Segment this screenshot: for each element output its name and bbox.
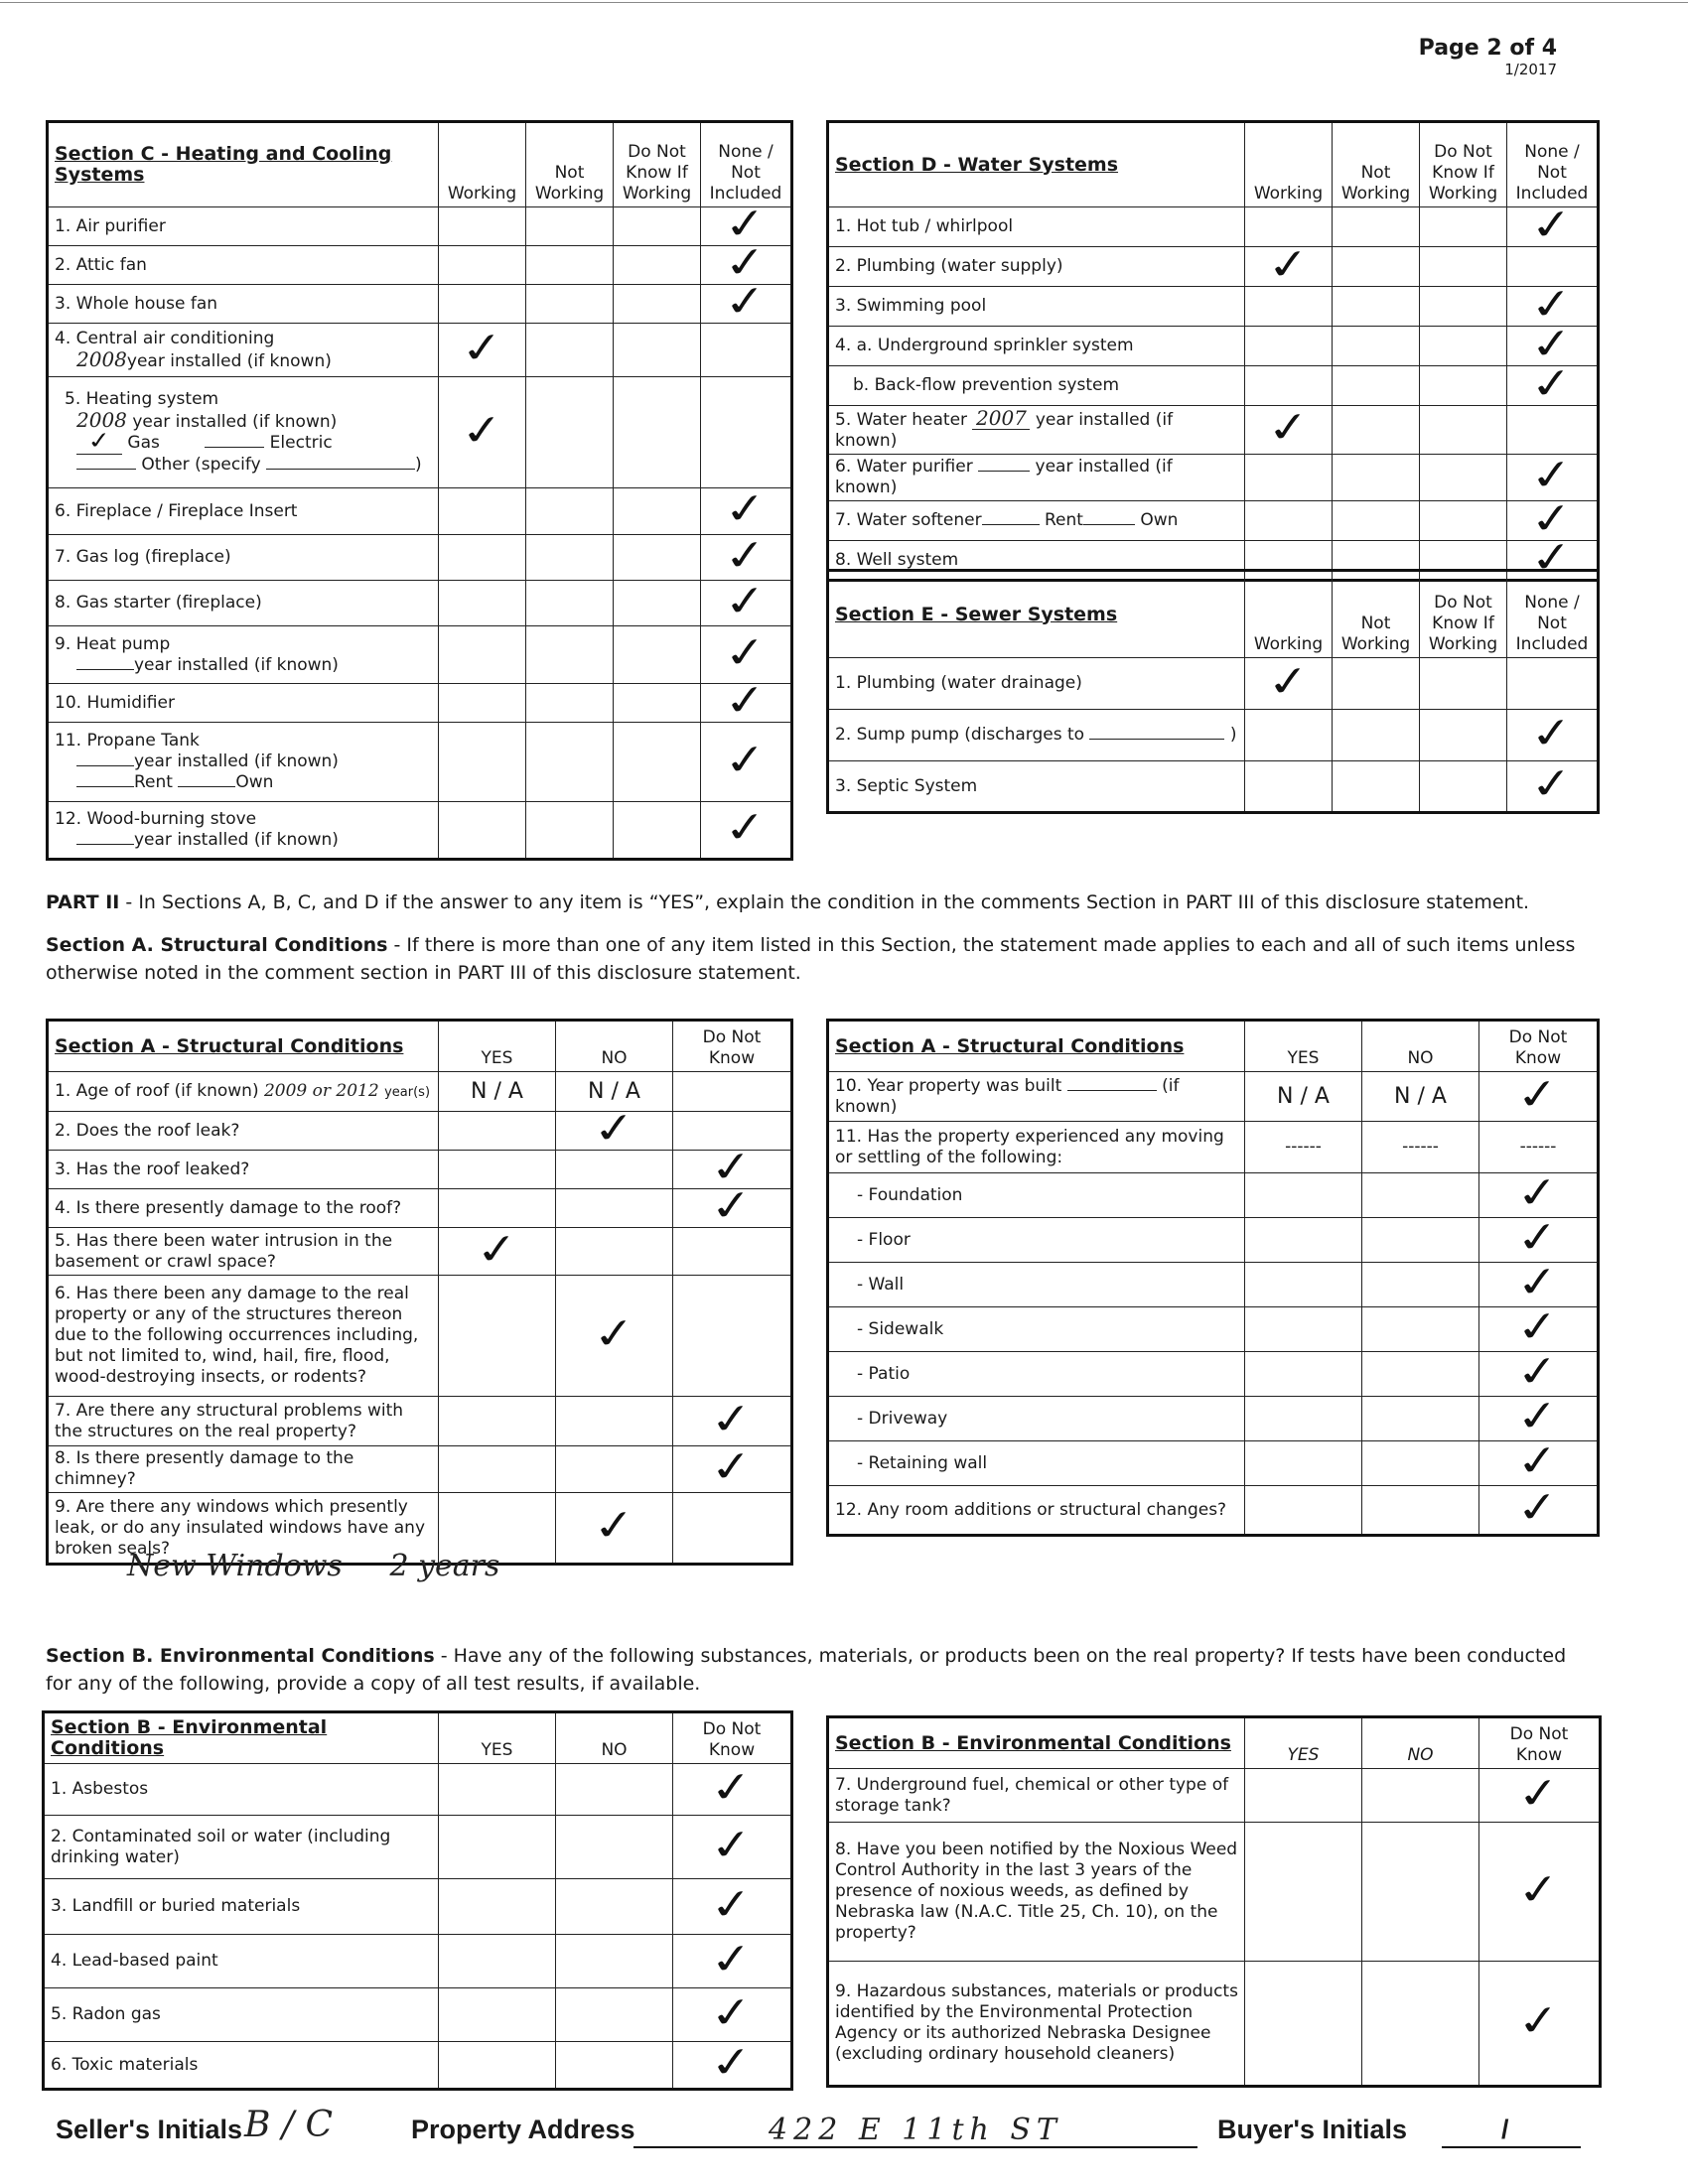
row-label: 1. Plumbing (water drainage) <box>828 658 1245 710</box>
row-sub: year installed (if known) <box>835 457 1173 497</box>
row-label: 8. Have you been notified by the Noxious Weed Control Authority in the last 3 years of the presence of noxious weeds, as defined by Nebraska law (N.A.C. Title 25, Ch. 10), on the property? <box>828 1823 1245 1962</box>
row-label: 2. Attic fan <box>48 246 439 285</box>
check-mark: ✓ <box>1513 1391 1563 1442</box>
table-row <box>48 285 792 324</box>
row-sub: year installed (if known) <box>134 830 339 850</box>
option-gas: Gas <box>127 433 160 453</box>
section-b-label: Section B. Environmental Conditions <box>46 1645 435 1667</box>
row-label: 11. Propane Tank <box>55 731 200 751</box>
table-row <box>48 1276 792 1397</box>
table-row <box>828 1441 1599 1486</box>
table-row: 5. Heating system 2008 year installed (if known) ✓ Gas Electric Other (specify ) ✓ <box>48 377 792 488</box>
seller-initials-label: Seller's Initials <box>56 2115 243 2144</box>
table-row <box>828 287 1599 327</box>
section-b-title: Section B - Environmental Conditions <box>828 1717 1245 1769</box>
cell-dash: ------ <box>1362 1122 1479 1173</box>
check-mark: ✓ <box>1513 1482 1563 1534</box>
row-label: 2. Plumbing (water supply) <box>828 247 1245 287</box>
row-unit: year(s) <box>384 1084 431 1100</box>
row-label: 3. Landfill or buried materials <box>44 1879 439 1935</box>
check-mark: ✓ <box>589 1307 639 1360</box>
table-row <box>44 1816 792 1879</box>
row-label: 6. Water purifier <box>835 457 973 477</box>
table-row <box>44 1764 792 1816</box>
row-label: 1. Hot tub / whirlpool <box>828 207 1245 247</box>
cell-dash: ------ <box>1479 1122 1599 1173</box>
buyer-initials-separator: / <box>1501 2115 1509 2144</box>
section-e-table <box>826 569 1600 814</box>
check-mark: ✓ <box>1527 532 1577 584</box>
row-label: - Retaining wall <box>857 1452 988 1473</box>
table-row <box>828 1769 1601 1823</box>
table-row <box>828 207 1599 247</box>
table-row <box>828 501 1599 541</box>
table-row <box>48 802 792 860</box>
row-label: 2. Sump pump (discharges to <box>835 725 1085 745</box>
section-a-text: - If there is more than one of any item listed in this Section, the statement made applies to each and all of such items unless otherwise noted in the comment section in PART III of this disclosure statement. <box>46 934 1576 984</box>
check-mark: ✓ <box>1513 1301 1563 1353</box>
section-b-right-table <box>826 1715 1602 2088</box>
option-rent: Rent <box>1044 510 1083 530</box>
table-row <box>828 1962 1601 2087</box>
check-mark: ✓ <box>707 1819 757 1871</box>
property-address-line[interactable] <box>633 2113 1197 2148</box>
option-own: Own <box>1140 510 1179 530</box>
option-own: Own <box>235 772 274 792</box>
check-mark: ✓ <box>721 675 771 727</box>
part-ii-intro <box>46 888 1595 916</box>
row-label: 10. Year property was built <box>835 1075 1062 1096</box>
check-mark: ✓ <box>721 734 771 786</box>
option-electric: Electric <box>269 433 333 453</box>
table-row <box>48 1446 792 1493</box>
check-mark: ✓ <box>707 1180 757 1232</box>
section-b-text: - Have any of the following substances, materials, or products been on the real property? If tests have been conducted for any of the following, provide a copy of all test results, if available. <box>46 1645 1567 1695</box>
row-label: 4. a. Underground sprinkler system <box>828 327 1245 366</box>
col-not-working: Not Working <box>1333 122 1420 207</box>
table-row: 2. Sump pump (discharges to ) ✓ <box>828 710 1599 761</box>
table-row <box>828 1072 1599 1122</box>
table-row <box>48 488 792 535</box>
row-label: 8. Gas starter (fireplace) <box>48 581 439 626</box>
buyer-initials-label: Buyer's Initials <box>1217 2115 1407 2144</box>
check-mark: ✓ <box>1527 758 1577 810</box>
section-a-intro <box>46 931 1595 987</box>
handwritten-year: 2008 <box>76 408 127 432</box>
table-row <box>48 723 792 802</box>
col-no: NO <box>1362 1021 1479 1072</box>
row-label: - Foundation <box>857 1184 963 1205</box>
row-label: - Floor <box>857 1229 911 1250</box>
col-none: None / Not Included <box>1507 122 1599 207</box>
row-label: 5. Has there been water intrusion in the basement or crawl space? <box>48 1228 439 1276</box>
check-mark: ✓ <box>1527 318 1577 370</box>
table-row <box>828 1263 1599 1307</box>
col-dnk: Do Not Know If Working <box>614 122 701 207</box>
check-mark: ✓ <box>589 1103 639 1155</box>
table-row <box>828 327 1599 366</box>
col-working: Working <box>1245 571 1333 658</box>
row-label: 10. Humidifier <box>48 684 439 723</box>
handwritten-year: 2007 <box>972 408 1030 430</box>
check-mark: ✓ <box>721 276 771 328</box>
section-a-left-table <box>46 1019 793 1566</box>
check-mark: ✓ <box>707 1393 757 1445</box>
check-mark: ✓ <box>1263 402 1314 454</box>
col-yes: YES <box>439 1021 556 1072</box>
table-row <box>48 626 792 684</box>
check-mark: ✓ <box>1263 238 1314 291</box>
cell-na: N / A <box>1245 1072 1362 1122</box>
table-row <box>48 684 792 723</box>
table-row <box>48 581 792 626</box>
table-row <box>828 761 1599 813</box>
check-mark: ✓ <box>721 237 771 289</box>
col-yes: YES <box>439 1712 556 1764</box>
table-row <box>828 406 1599 455</box>
check-mark: ✓ <box>457 322 507 374</box>
cell-na: N / A <box>1362 1072 1479 1122</box>
table-row <box>48 1397 792 1446</box>
check-mark: ✓ <box>721 529 771 582</box>
check-mark: ✓ <box>1514 1767 1564 1820</box>
check-mark: ✓ <box>1513 1212 1563 1264</box>
row-label: 4. Is there presently damage to the roof? <box>48 1189 439 1228</box>
table-row <box>48 1151 792 1189</box>
row-sub: year installed (if known) <box>126 350 332 371</box>
table-row <box>48 324 792 377</box>
row-label: 2. Does the roof leak? <box>48 1112 439 1151</box>
row-label: b. Back-flow prevention system <box>853 375 1120 395</box>
table-row <box>828 1122 1599 1173</box>
row-label: - Patio <box>857 1363 911 1384</box>
row-label: 9. Are there any windows which presently leak, or do any insulated windows have any broken seals? <box>48 1493 439 1565</box>
col-working: Working <box>1245 122 1333 207</box>
section-b-title: Section B - Environmental Conditions <box>44 1712 439 1764</box>
col-none: None / Not Included <box>1507 571 1599 658</box>
row-label: 4. Central air conditioning <box>55 328 275 348</box>
col-yes: YES <box>1245 1021 1362 1072</box>
table-row <box>828 366 1599 406</box>
table-row <box>48 207 792 246</box>
table-row <box>828 1218 1599 1263</box>
check-mark: ✓ <box>1527 492 1577 545</box>
check-mark: ✓ <box>1513 1167 1563 1219</box>
cell-dash: ------ <box>1245 1122 1362 1173</box>
row-label: 5. Heating system <box>65 389 219 409</box>
row-label: 7. Gas log (fireplace) <box>48 535 439 581</box>
handwritten-note: New Windows 2 years <box>127 1549 500 1583</box>
table-row <box>828 1352 1599 1397</box>
page-label: Page 2 of 4 <box>1418 36 1557 61</box>
col-not-working: Not Working <box>526 122 614 207</box>
seller-initials-value[interactable]: B / C <box>244 2105 334 2145</box>
col-no: NO <box>1362 1717 1479 1769</box>
row-sub: year installed (if known) <box>134 751 339 771</box>
check-mark: ✓ <box>472 1223 522 1276</box>
row-label: 1. Age of roof (if known) <box>55 1080 259 1101</box>
section-c-title: Section C - Heating and Cooling Systems <box>48 122 439 207</box>
col-dnk: Do Not Know If Working <box>1420 571 1507 658</box>
check-mark: ✓ <box>1513 1068 1563 1121</box>
check-mark: ✓ <box>707 1933 757 1985</box>
table-row <box>48 1189 792 1228</box>
row-label: 9. Hazardous substances, materials or products identified by the Environmental Protection Agency or its authorized Nebraska Designee (excluding ordinary household cleaners) <box>828 1962 1245 2087</box>
option-rent: Rent <box>134 772 173 792</box>
col-dnk: Do Not Know <box>1479 1717 1601 1769</box>
check-mark: ✓ <box>457 404 507 457</box>
table-row <box>48 535 792 581</box>
row-label: 9. Heat pump <box>55 633 171 654</box>
page-number <box>1419 36 1557 78</box>
buyer-initials-line[interactable] <box>1442 2115 1581 2148</box>
check-mark: ✓ <box>721 483 771 535</box>
property-address-label: Property Address <box>411 2115 635 2144</box>
table-row <box>828 247 1599 287</box>
row-label: 5. Water heater <box>835 410 968 430</box>
cell-na: N / A <box>439 1072 556 1112</box>
row-label: - Sidewalk <box>857 1318 944 1339</box>
row-label: 12. Any room additions or structural changes? <box>828 1486 1245 1536</box>
top-rule <box>0 2 1688 3</box>
row-label: 6. Fireplace / Fireplace Insert <box>48 488 439 535</box>
row-label: 1. Asbestos <box>44 1764 439 1816</box>
row-label: 2. Contaminated soil or water (including drinking water) <box>44 1816 439 1879</box>
table-row <box>48 1072 792 1112</box>
section-d-title: Section D - Water Systems <box>828 122 1245 207</box>
check-mark: ✓ <box>721 575 771 627</box>
row-label: 12. Wood-burning stove <box>55 809 257 829</box>
check-mark: ✓ <box>707 1142 757 1193</box>
table-row <box>44 2042 792 2090</box>
row-sub: year installed (if known) <box>134 654 339 675</box>
table-row <box>828 658 1599 710</box>
col-dnk: Do Not Know <box>673 1712 792 1764</box>
property-address-value: 422 E 11th ST <box>769 2113 1062 2147</box>
row-label: - Wall <box>857 1274 905 1295</box>
check-mark: ✓ <box>85 427 113 456</box>
check-mark: ✓ <box>707 1761 757 1814</box>
row-sub: (if known) <box>835 1075 1180 1117</box>
table-row <box>828 1307 1599 1352</box>
row-label: 4. Lead-based paint <box>44 1935 439 1988</box>
section-c-table <box>46 120 793 861</box>
section-a-title: Section A - Structural Conditions <box>48 1021 439 1072</box>
check-mark: ✓ <box>707 1986 757 2039</box>
table-row <box>44 1988 792 2042</box>
check-mark: ✓ <box>1527 450 1577 501</box>
table-row <box>828 1486 1599 1536</box>
row-label: 5. Radon gas <box>44 1988 439 2042</box>
section-a-right-table <box>826 1019 1600 1537</box>
col-working: Working <box>439 122 526 207</box>
check-mark: ✓ <box>721 199 771 250</box>
table-row <box>48 1228 792 1276</box>
row-label: 1. Air purifier <box>48 207 439 246</box>
check-mark: ✓ <box>1514 1995 1564 2047</box>
row-label: - Driveway <box>857 1408 948 1429</box>
section-a-title: Section A - Structural Conditions <box>828 1021 1245 1072</box>
section-d-table <box>826 120 1600 582</box>
section-b-left-table <box>42 1710 793 2091</box>
part-ii-label: PART II <box>46 891 120 913</box>
check-mark: ✓ <box>707 2037 757 2089</box>
check-mark: ✓ <box>1527 707 1577 759</box>
check-mark: ✓ <box>1527 199 1577 251</box>
row-label: 7. Underground fuel, chemical or other type of storage tank? <box>828 1769 1245 1823</box>
check-mark: ✓ <box>1527 357 1577 410</box>
check-mark: ✓ <box>1513 1435 1563 1487</box>
table-row <box>828 1823 1601 1962</box>
table-row <box>828 455 1599 501</box>
cell-na: N / A <box>556 1072 673 1112</box>
row-label: 3. Septic System <box>828 761 1245 813</box>
col-no: NO <box>556 1021 673 1072</box>
row-label: 6. Toxic materials <box>44 2042 439 2090</box>
row-label: 11. Has the property experienced any moving or settling of the following: <box>828 1122 1245 1173</box>
section-e-title: Section E - Sewer Systems <box>828 571 1245 658</box>
table-row <box>44 1935 792 1988</box>
table-row <box>48 246 792 285</box>
check-mark: ✓ <box>1263 655 1314 708</box>
table-row <box>44 1879 792 1935</box>
check-mark: ✓ <box>1513 1346 1563 1398</box>
table-row <box>48 1112 792 1151</box>
row-sub: year installed (if known) <box>132 412 338 432</box>
table-row <box>828 1397 1599 1441</box>
table-row <box>828 1173 1599 1218</box>
section-a-label: Section A. Structural Conditions <box>46 934 388 956</box>
check-mark: ✓ <box>1527 278 1577 331</box>
row-label: 6. Has there been any damage to the real property or any of the structures thereon due to the following occurrences including, but not limited to, wind, hail, fire, flood, wood-destroying insects, or rodents? <box>48 1276 439 1397</box>
col-yes: YES <box>1245 1717 1362 1769</box>
col-not-working: Not Working <box>1333 571 1420 658</box>
col-dnk: Do Not Know <box>673 1021 792 1072</box>
page-rev: 1/2017 <box>1504 61 1557 78</box>
handwritten-roof-age: 2009 or 2012 <box>263 1080 379 1101</box>
check-mark: ✓ <box>707 1878 757 1931</box>
handwritten-year: 2008 <box>76 346 127 371</box>
row-label: 3. Whole house fan <box>48 285 439 324</box>
check-mark: ✓ <box>721 802 771 854</box>
check-mark: ✓ <box>721 626 771 679</box>
row-label: 7. Water softener <box>835 510 982 530</box>
check-mark: ✓ <box>707 1441 757 1493</box>
check-mark: ✓ <box>1513 1257 1563 1308</box>
footer <box>56 2105 1585 2154</box>
col-dnk: Do Not Know <box>1479 1021 1599 1072</box>
row-label: 3. Has the roof leaked? <box>48 1151 439 1189</box>
check-mark: ✓ <box>589 1500 639 1552</box>
row-sub: year installed (if known) <box>835 410 1174 451</box>
row-label: 3. Swimming pool <box>828 287 1245 327</box>
row-label: 8. Is there presently damage to the chimney? <box>48 1446 439 1493</box>
row-label: 7. Are there any structural problems with the structures on the real property? <box>48 1397 439 1446</box>
section-b-intro <box>46 1642 1595 1698</box>
col-dnk: Do Not Know If Working <box>1420 122 1507 207</box>
check-mark: ✓ <box>1514 1863 1564 1916</box>
row-label: 8. Well system <box>828 541 1245 581</box>
col-no: NO <box>556 1712 673 1764</box>
col-none: None / Not Included <box>701 122 792 207</box>
part-ii-text: - In Sections A, B, C, and D if the answer to any item is “YES”, explain the condition in the comments Section in PART III of this disclosure statement. <box>119 891 1530 913</box>
option-other: Other (specify <box>141 455 261 475</box>
